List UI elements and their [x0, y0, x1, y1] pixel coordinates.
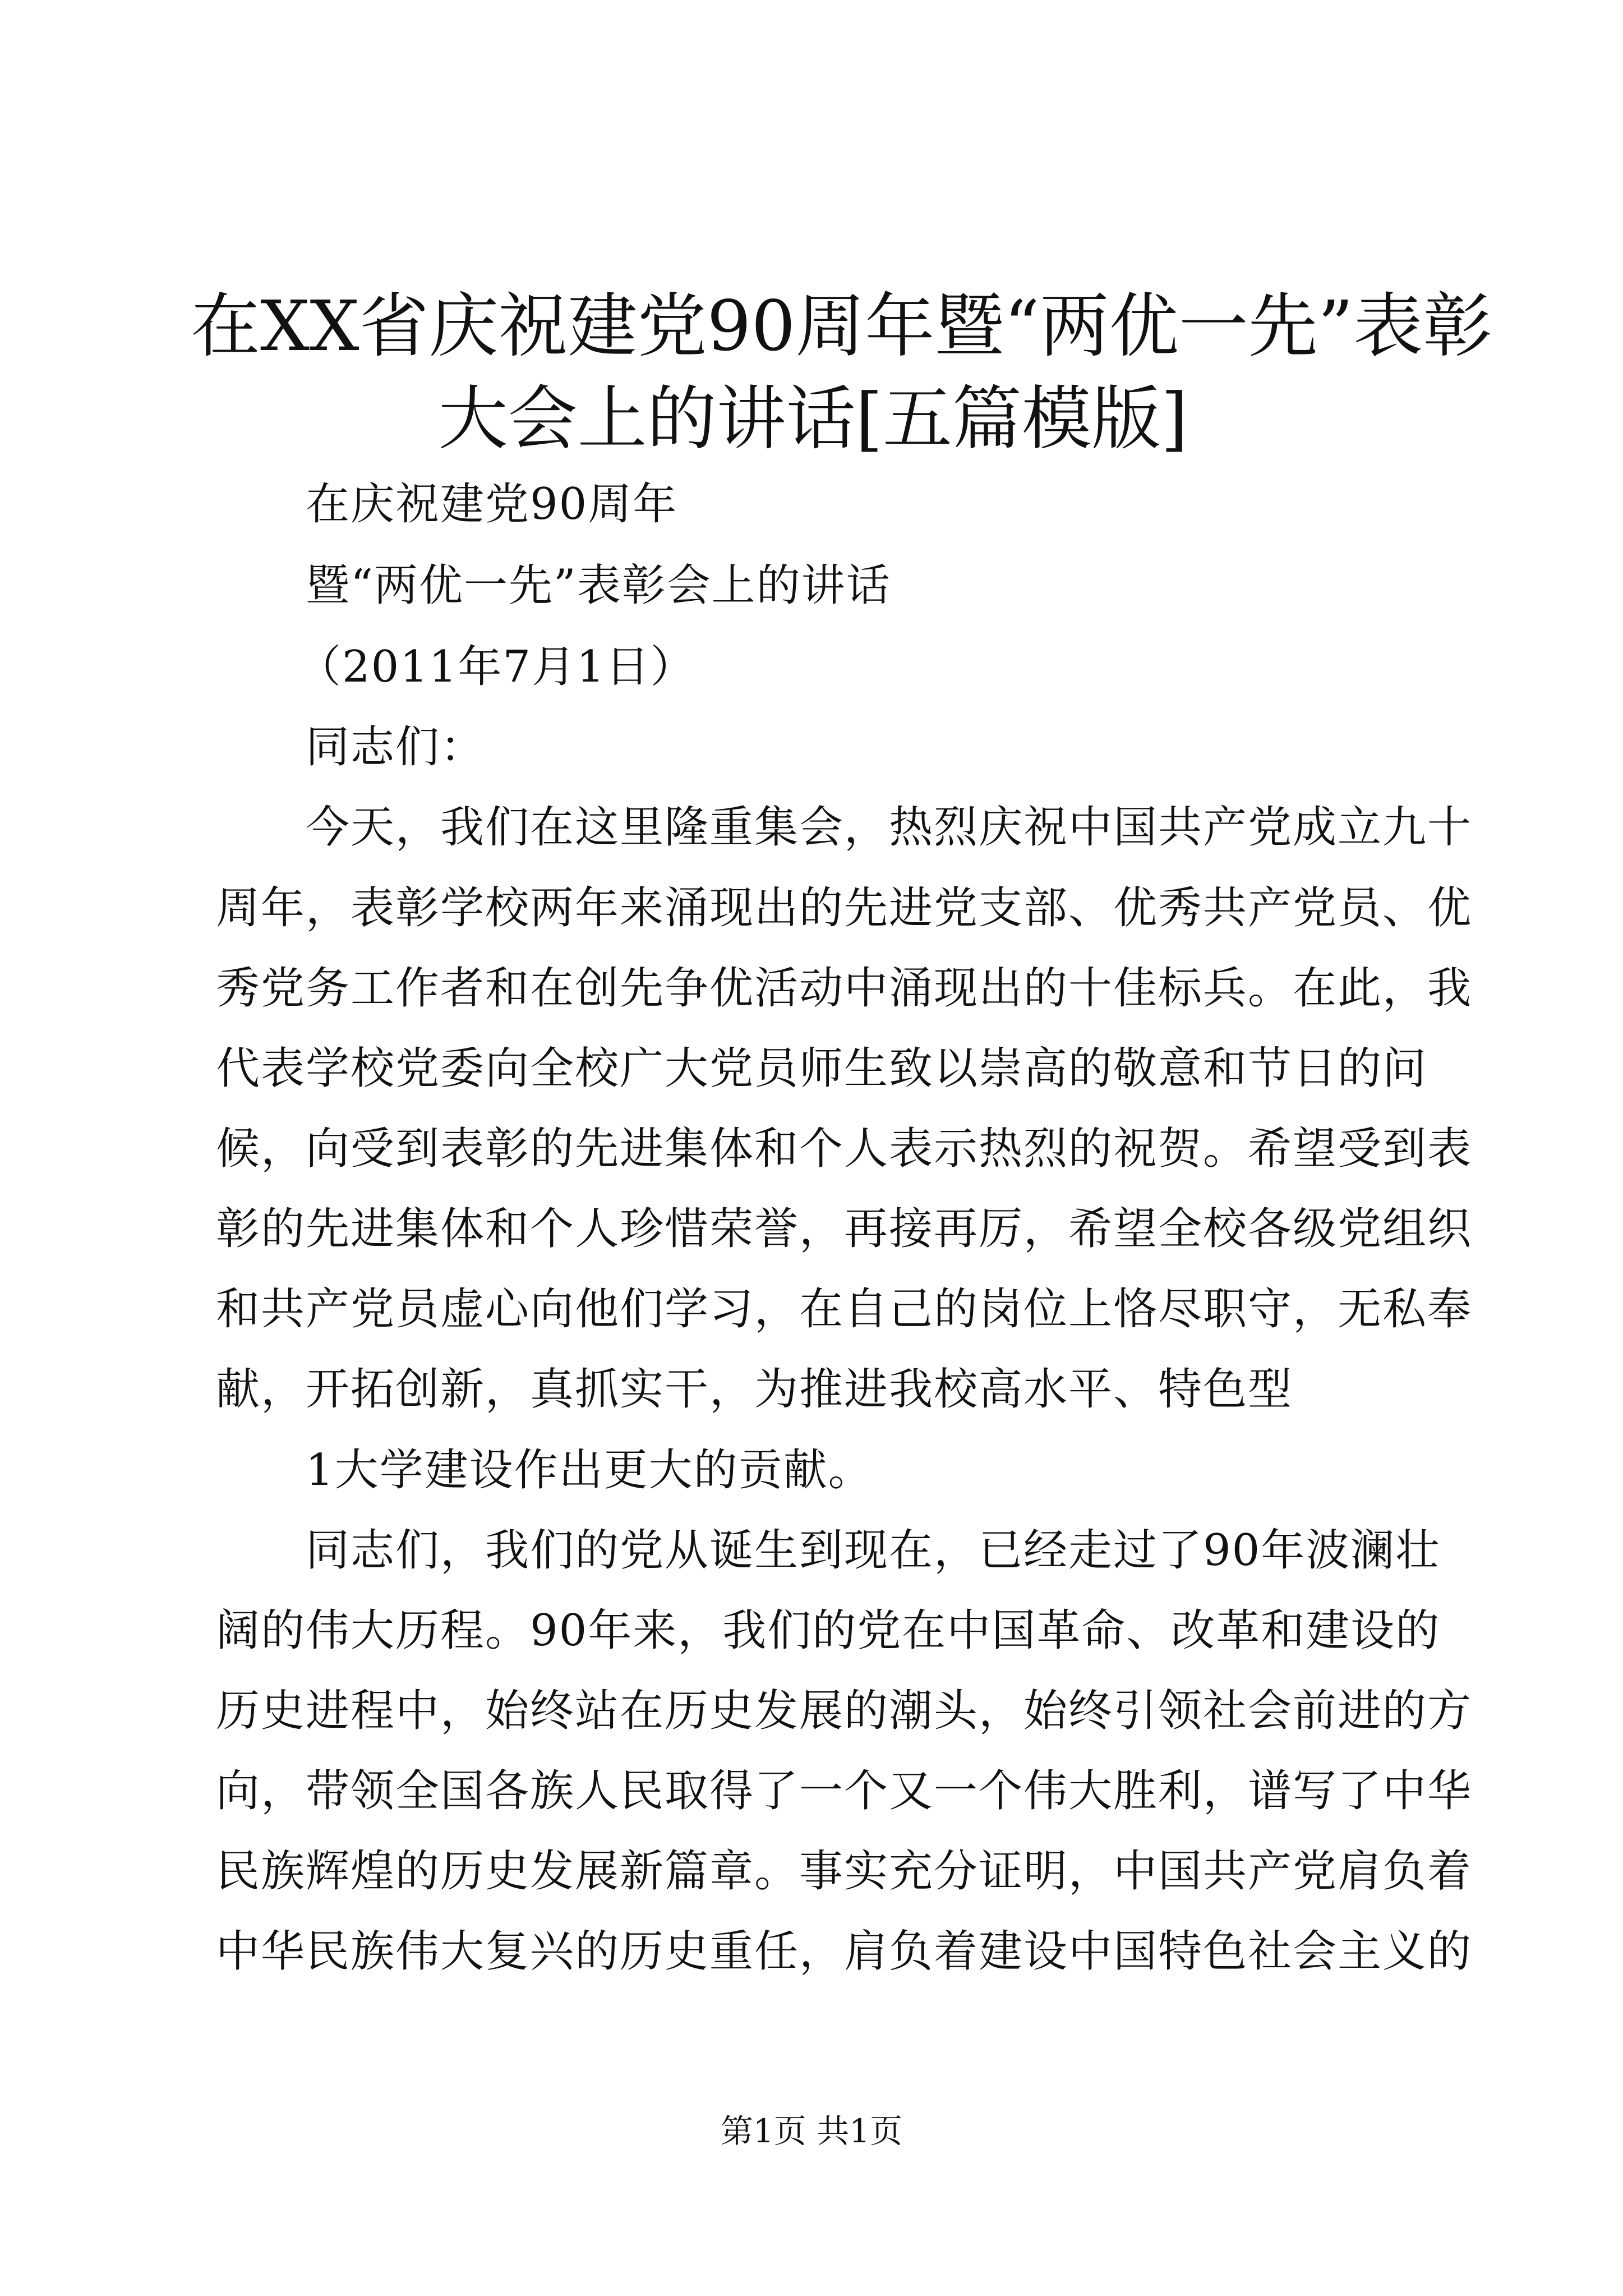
paragraph-3-line-2: 阔的伟大历程。90年来，我们的党在中国革命、改革和建设的: [216, 1605, 1441, 1656]
paragraph-1-line-2: 周年，表彰学校两年来涌现出的先进党支部、优秀共产党员、优: [216, 883, 1473, 933]
paragraph-1-line-1: 今天，我们在这里隆重集会，热烈庆祝中国共产党成立九十: [306, 802, 1473, 853]
paragraph-1-line-8: 献，开拓创新，真抓实干，为推进我校高水平、特色型: [216, 1364, 1293, 1415]
paragraph-1-line-6: 彰的先进集体和个人珍惜荣誉，再接再厉，希望全校各级党组织: [216, 1204, 1473, 1254]
paragraph-1-line-4: 代表学校党委向全校广大党员师生致以崇高的敬意和节日的问: [216, 1043, 1428, 1094]
paragraph-1-line-7: 和共产党员虚心向他们学习，在自己的岗位上恪尽职守，无私奉: [216, 1284, 1473, 1335]
page-footer: 第1页 共1页: [720, 2112, 903, 2150]
paragraph-1-line-3: 秀党务工作者和在创先争优活动中涌现出的十佳标兵。在此，我: [216, 963, 1473, 1014]
paragraph-2-line-1: 1大学建设作出更大的贡献。: [306, 1445, 873, 1496]
paragraph-3-line-1: 同志们，我们的党从诞生到现在，已经走过了90年波澜壮: [306, 1525, 1441, 1576]
subtitle-line-1: 在庆祝建党90周年: [306, 479, 678, 530]
paragraph-3-line-3: 历史进程中，始终站在历史发展的潮头，始终引领社会前进的方: [216, 1686, 1473, 1736]
subtitle-line-2: 暨“两优一先”表彰会上的讲话: [306, 560, 891, 611]
paragraph-3-line-4: 向，带领全国各族人民取得了一个又一个伟大胜利，谱写了中华: [216, 1766, 1473, 1816]
paragraph-3-line-6: 中华民族伟大复兴的历史重任，肩负着建设中国特色社会主义的: [216, 1926, 1473, 1977]
paragraph-3-line-5: 民族辉煌的历史发展新篇章。事实充分证明，中国共产党肩负着: [216, 1846, 1473, 1897]
salutation: 同志们：: [306, 722, 486, 772]
document-title-line-1: 在XX省庆祝建党90周年暨“两优一先”表彰: [191, 286, 1493, 367]
paragraph-1-line-5: 候，向受到表彰的先进集体和个人表示热烈的祝贺。希望受到表: [216, 1124, 1473, 1174]
document-title-line-2: 大会上的讲话[五篇模版]: [438, 379, 1188, 459]
date-line: （2011年7月1日）: [297, 642, 695, 692]
